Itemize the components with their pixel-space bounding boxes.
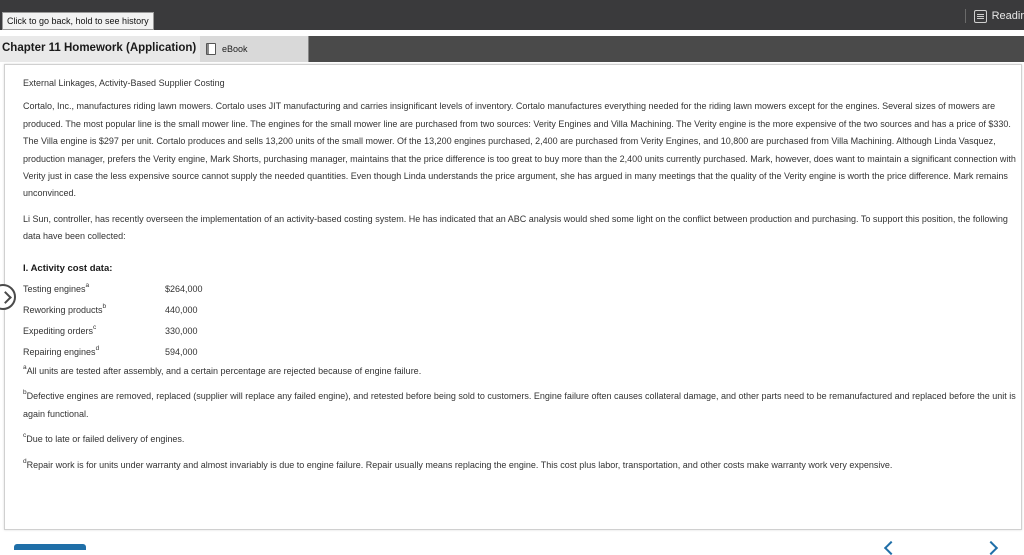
activity-cost-data-title: I. Activity cost data: [23,262,113,274]
footnote-a: $^a$All units are tested after assembly, and a certain percentage are rejected because of engine failure. [23,364,422,377]
reader-view-button[interactable] [965,8,1024,24]
tab-chapter-homework[interactable]: Chapter 11 Homework (Application) [0,36,211,62]
tab-ebook-label: eBook [222,44,248,54]
tab-ebook[interactable] [200,36,309,62]
problem-paragraph-1: Cortalo, Inc., manufactures riding lawn mowers. Cortalo uses JIT manufacturing and carries insignificant levels of inventory. Cortalo manufactures everything needed for the riding lawn mowers except for the engines. Several sizes of mowers are produced. The most popular line is the small mower line. The engines for the small mower line are purchased from two sources: Verity Engines and Villa Machining. The Verity engine is the more expensive of the two sources and has a price of $330. The Villa engine is $297 per unit. Cortalo produces and sells 13,200 units of the small mower. Of the 13,200 engines purchased, 2,400 are purchased from Verity Engines, and 10,800 are purchased from Villa Machining. Although Linda Vasquez, production manager, prefers the Verity engine, Mark Shorts, purchasing manager, maintains that the price difference is too great to buy more than the 2,400 units currently purchased. Mark, however, does want to maintain a significant connection with Verity just in case the less expensive source cannot supply the needed quantities. Even though Linda understands the price argument, she has argued in many meetings that the quality of the Verity engine is worth the price difference. Mark remains unconvinced. [23,101,1016,199]
cost-label: Expediting orders$^c$ [23,323,97,336]
cost-label: Testing engines$^a$ [23,281,90,294]
reader-label: Readir [991,10,1024,22]
footnote-c: $^c$Due to late or failed delivery of engines. [23,432,185,445]
browser-toolbar [0,0,1024,30]
table-row [23,342,235,363]
cost-label: Reworking products$^b$ [23,302,107,315]
cost-amount: 440,000 [165,304,198,315]
question-navigation [880,540,1010,550]
assignment-tab-strip [0,36,1024,62]
table-row [23,300,235,321]
bottom-action-button[interactable] [14,544,86,550]
next-chevron-icon[interactable] [984,541,998,555]
cost-amount: 594,000 [165,346,198,357]
activity-cost-table [23,279,235,363]
problem-content-frame [4,64,1022,530]
cost-label: Repairing engines$^d$ [23,344,100,357]
back-button-tooltip: Click to go back, hold to see history [2,12,154,30]
previous-chevron-icon[interactable] [884,541,898,555]
problem-content [23,75,1017,482]
cost-amount: 330,000 [165,325,198,336]
table-row [23,321,235,342]
toolbar-separator [965,9,966,23]
problem-paragraph-2: Li Sun, controller, has recently overseen the implementation of an activity-based costing system. He has indicated that an ABC analysis would shed some light on the conflict between production and purchasing. To support this position, the following data have been collected: [23,213,1008,242]
problem-heading: External Linkages, Activity-Based Supplier Costing [23,78,225,88]
footnote-b: $^b$Defective engines are removed, replaced (supplier will replace any failed engine), and retested before being sold to customers. Engine failure often causes collateral damage, and other parts need to be remanufactured and replaced before the unit is again functional. [23,389,1016,419]
footnote-d: $^d$Repair work is for units under warranty and almost invariably is due to engine failure. Repair usually means replacing the engine. This cost plus labor, transportation, and other costs make warranty work very expensive. [23,457,893,470]
table-row [23,279,235,300]
cost-amount: $264,000 [165,283,203,294]
book-icon [206,43,216,55]
reader-icon [974,10,987,23]
